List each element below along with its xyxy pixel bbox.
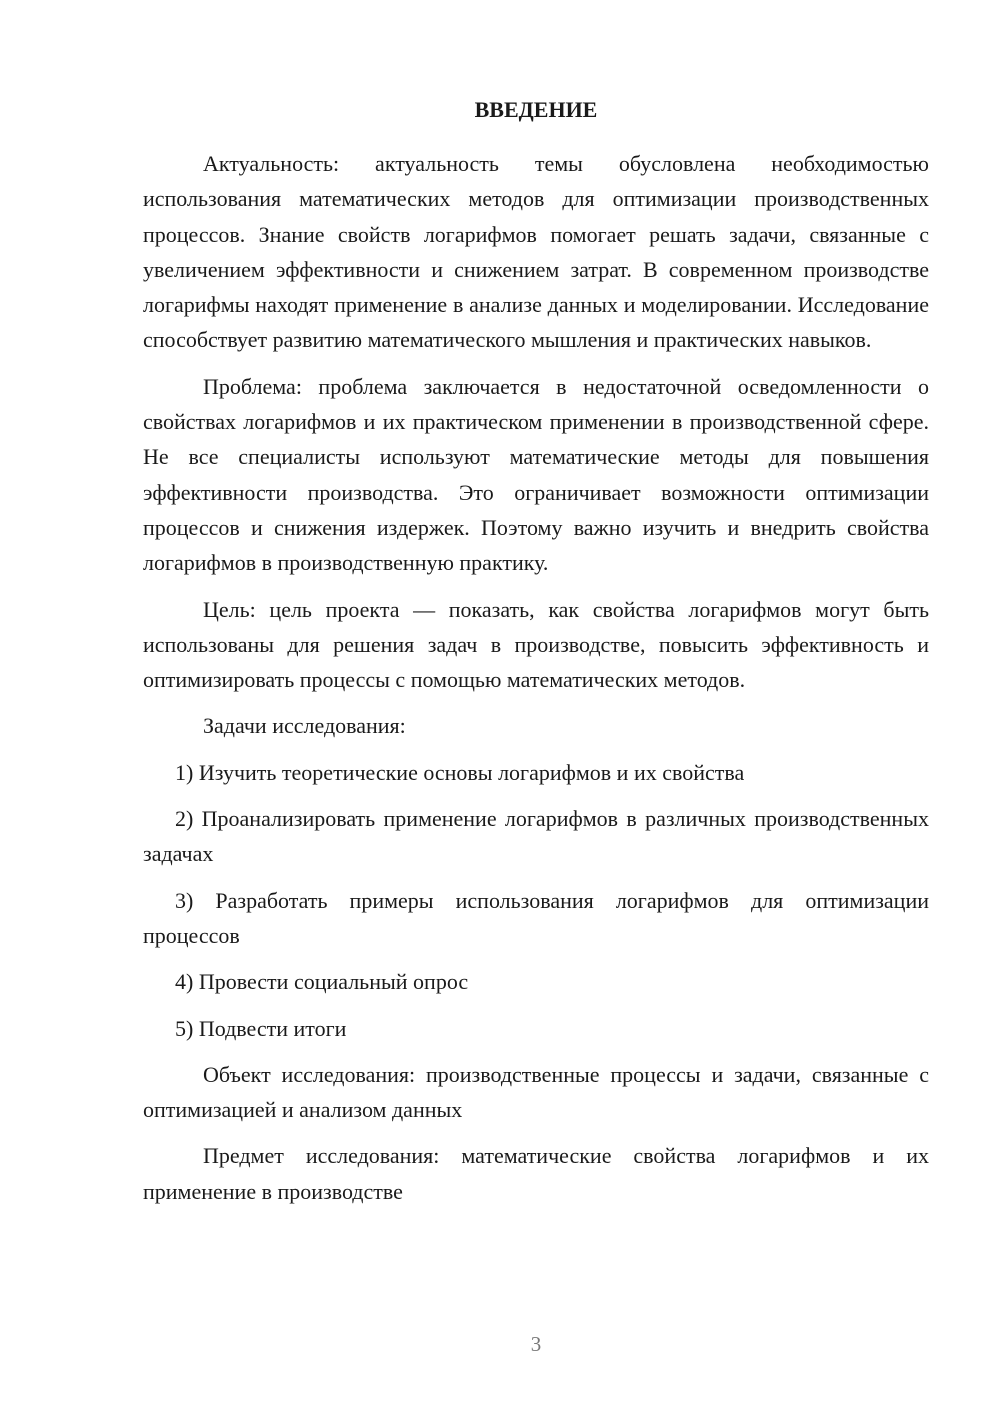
tasks-heading: Задачи исследования: [203, 713, 406, 739]
problem-paragraph: Проблема: проблема заключается в недостаточной осведомленности о свойствах логарифмов и их практическом применении в производственной сфере. Не все специалисты используют математические методы для повышения эффективности производства. Это ограничивает возможности оптимизации процессов и снижения издержек. Поэтому важно изучить и внедрить свойства логарифмов в производственную практику. [143, 373, 929, 576]
task-item: 3) Разработать примеры использования логарифмов для оптимизации процессов [143, 887, 929, 948]
page-content [143, 92, 929, 1220]
task-item: 4) Провести социальный опрос [175, 969, 469, 995]
page-title: ВВЕДЕНИЕ [474, 97, 598, 122]
task-item: 1) Изучить теоретические основы логарифмов и их свойства [175, 759, 745, 785]
subject-paragraph: Предмет исследования: математические свойства логарифмов и их применение в производстве [143, 1143, 929, 1204]
relevance-paragraph: Актуальность: актуальность темы обусловлена необходимостью использования математических методов для оптимизации производственных процессов. Знание свойств логарифмов помогает решать задачи, связанные с увеличением эффективности и снижением затрат. В современном производстве логарифмы находят применение в анализе данных и моделировании. Исследование способствует развитию математического мышления и практических навыков. [143, 151, 929, 353]
task-item: 2) Проанализировать применение логарифмов в различных производственных задачах [143, 806, 929, 867]
page-number: 3 [530, 1332, 542, 1356]
goal-paragraph: Цель: цель проекта — показать, как свойства логарифмов могут быть использованы для решения задач в производстве, повысить эффективность и оптимизировать процессы с помощью математических методов. [143, 596, 929, 693]
task-item: 5) Подвести итоги [175, 1015, 347, 1041]
object-paragraph: Объект исследования: производственные процессы и задачи, связанные с оптимизацией и анализом данных [143, 1061, 929, 1123]
